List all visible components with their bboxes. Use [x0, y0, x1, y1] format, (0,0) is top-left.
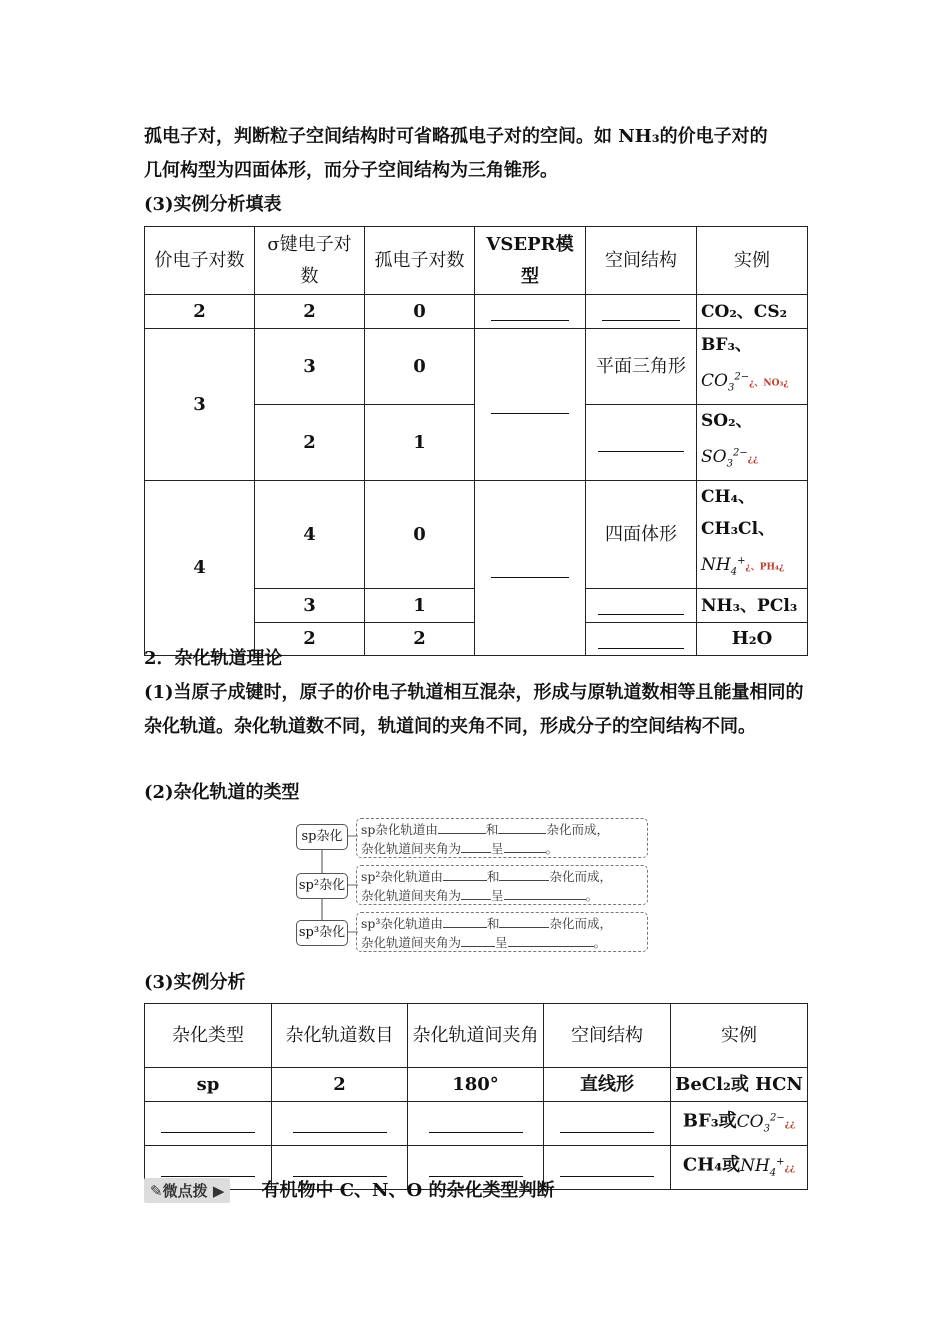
- cell: 2: [272, 1068, 408, 1102]
- cell: BeCl₂或 HCN: [671, 1068, 808, 1102]
- paragraph: (1)当原子成键时，原子的价电子轨道相互混杂，形成与原轨道数相等且能量相同的杂化轨道。杂化轨道数不同，轨道间的夹角不同，形成分子的空间结构不同。: [144, 682, 804, 737]
- th: 空间结构: [586, 227, 697, 295]
- cell: 3: [145, 329, 255, 481]
- blank-cell[interactable]: [586, 295, 697, 329]
- cell: BF₃、 $CO_3^{2-}¿$、NO₃¿: [697, 329, 808, 405]
- th: 孤电子对数: [365, 227, 475, 295]
- hybrid-table: [144, 1003, 808, 1190]
- paragraph: (2)杂化轨道的类型: [144, 782, 300, 803]
- blank-cell[interactable]: [475, 329, 586, 481]
- cell: 0: [365, 481, 475, 589]
- sp-label: sp杂化: [296, 824, 348, 850]
- cell: 4: [255, 481, 365, 589]
- cell: NH₃、PCl₃: [697, 589, 808, 623]
- th: VSEPR模型: [475, 227, 586, 295]
- cell: 平面三角形: [586, 329, 697, 405]
- vsepr-table: [144, 226, 808, 656]
- cell: 2: [255, 623, 365, 656]
- cell: 2: [255, 295, 365, 329]
- sp3-label: sp³杂化: [296, 920, 348, 946]
- paragraph-line: 几何构型为四面体形，而分子空间结构为三角锥形。: [144, 160, 558, 181]
- sp2-label: sp²杂化: [296, 873, 348, 899]
- th: 杂化类型: [145, 1004, 272, 1068]
- th: 实例: [697, 227, 808, 295]
- cell: BF₃或$CO_3^{2-}¿¿$: [671, 1102, 808, 1146]
- cell: 直线形: [544, 1068, 671, 1102]
- blank-cell[interactable]: [272, 1102, 408, 1146]
- cell: 1: [365, 405, 475, 481]
- cell: sp: [145, 1068, 272, 1102]
- section-title: 2．杂化轨道理论: [144, 648, 283, 669]
- tip-text: 有机物中 C、N、O 的杂化类型判断: [261, 1180, 555, 1201]
- cell: CO₂、CS₂: [697, 295, 808, 329]
- cell: 2: [145, 295, 255, 329]
- cell: SO₂、 $SO_3^{2-}¿¿$: [697, 405, 808, 481]
- th: 杂化轨道数目: [272, 1004, 408, 1068]
- section-title: (3)实例分析: [144, 972, 246, 993]
- sp3-desc: sp³杂化轨道由 和 杂化而成， 杂化轨道间夹角为 呈 。: [356, 912, 648, 952]
- blank-cell[interactable]: [544, 1102, 671, 1146]
- cell: 1: [365, 589, 475, 623]
- paragraph-line: 孤电子对，判断粒子空间结构时可省略孤电子对的空间。如 NH₃的价电子对的: [144, 126, 768, 147]
- sp2-desc: sp²杂化轨道由 和 杂化而成， 杂化轨道间夹角为 呈 。: [356, 865, 648, 905]
- blank-cell[interactable]: [586, 405, 697, 481]
- th: 杂化轨道间夹角: [408, 1004, 544, 1068]
- th: 空间结构: [544, 1004, 671, 1068]
- hybrid-diagram: [296, 818, 656, 958]
- section-title: (3)实例分析填表: [144, 194, 282, 215]
- blank-cell[interactable]: [408, 1102, 544, 1146]
- cell: 2: [365, 623, 475, 656]
- blank-cell[interactable]: [544, 1146, 671, 1190]
- cell: H₂O: [697, 623, 808, 656]
- cell: CH₄或$NH_4^+¿¿$: [671, 1146, 808, 1190]
- cell: CH₄、CH₃Cl、 $NH_4^+¿$、PH₄¿: [697, 481, 808, 589]
- cell: 180°: [408, 1068, 544, 1102]
- cell: 2: [255, 405, 365, 481]
- sp-desc: sp杂化轨道由 和 杂化而成， 杂化轨道间夹角为 呈 。: [356, 818, 648, 858]
- blank-cell[interactable]: [475, 481, 586, 656]
- tip-line: [144, 1176, 554, 1200]
- blank-cell[interactable]: [586, 589, 697, 623]
- cell: 4: [145, 481, 255, 656]
- cell: 四面体形: [586, 481, 697, 589]
- blank-cell[interactable]: [145, 1102, 272, 1146]
- cell: 3: [255, 589, 365, 623]
- cell: 3: [255, 329, 365, 405]
- tip-badge: ✎微点拨 ▶: [144, 1178, 230, 1203]
- cell: 0: [365, 295, 475, 329]
- cell: 0: [365, 329, 475, 405]
- th: 价电子对数: [145, 227, 255, 295]
- pencil-icon: ✎: [150, 1182, 163, 1200]
- blank-cell[interactable]: [475, 295, 586, 329]
- th: 实例: [671, 1004, 808, 1068]
- th: σ键电子对数: [255, 227, 365, 295]
